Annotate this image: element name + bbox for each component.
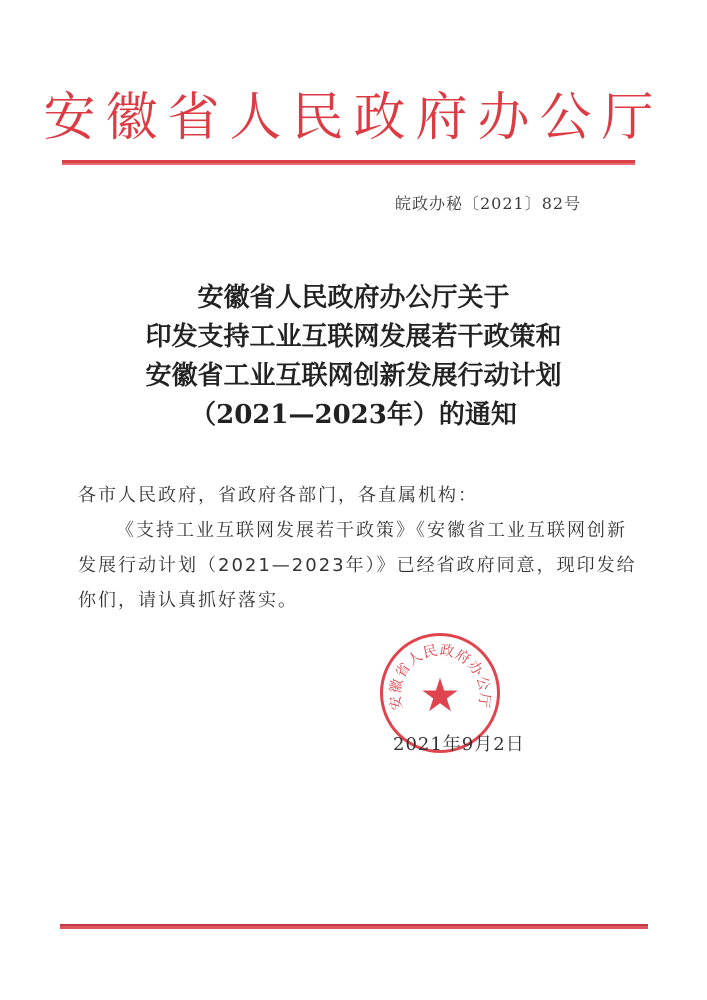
title-line: 安徽省人民政府办公厅关于 — [197, 283, 510, 313]
issue-date: 2021年9月2日 — [393, 734, 525, 755]
footer-red-rule — [60, 924, 648, 929]
document-title — [0, 279, 707, 435]
title-line: （2021—2023年）的通知 — [190, 400, 517, 430]
star-icon: ★ — [419, 667, 461, 722]
document-number: 皖政办秘〔2021〕82号 — [395, 194, 582, 213]
document-body — [78, 478, 638, 618]
body-paragraph: 《支持工业互联网发展若干政策》《安徽省工业互联网创新发展行动计划（2021—2023年）》已经省政府同意，现印发给你们，请认真抓好落实。 — [78, 520, 637, 611]
masthead-title: 安徽省人民政府办公厅 — [43, 88, 664, 148]
title-line: 印发支持工业互联网发展若干政策和 — [145, 322, 562, 352]
salutation: 各市人民政府，省政府各部门，各直属机构： — [78, 485, 478, 506]
header-red-rule — [62, 160, 635, 165]
title-line: 安徽省工业互联网创新发展行动计划 — [145, 361, 562, 391]
seal-arc-text: 安徽省人民政府办公厅 — [387, 642, 493, 712]
